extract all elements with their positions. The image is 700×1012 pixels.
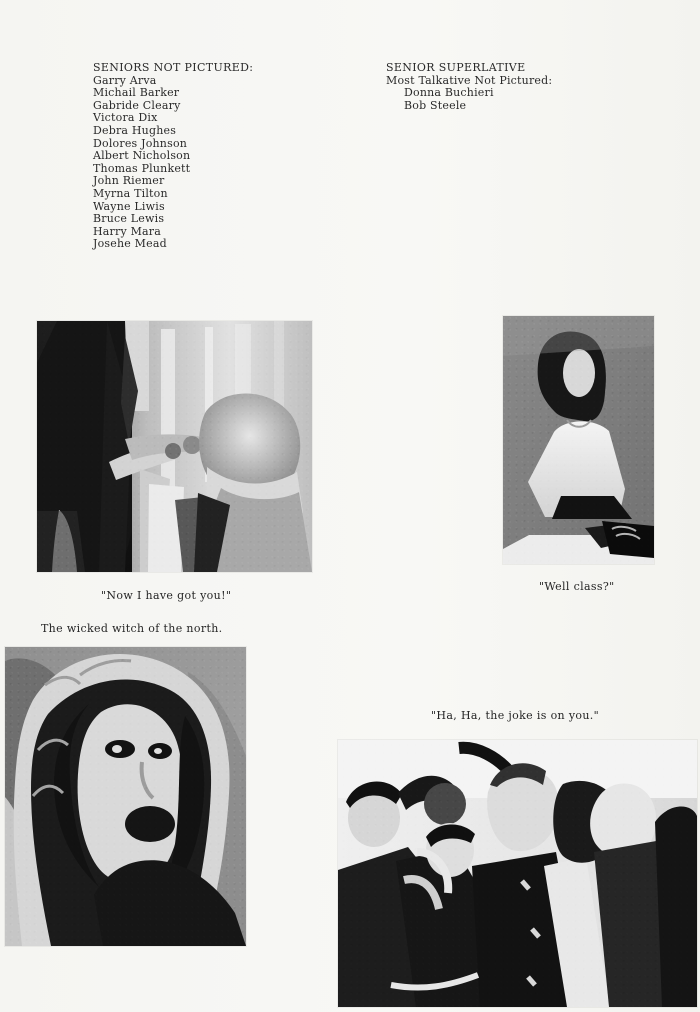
teacher-and-student-photo xyxy=(37,321,312,572)
senior-name: Harry Mara xyxy=(93,224,162,238)
photo-artwork xyxy=(338,740,697,1007)
senior-superlative-title: SENIOR SUPERLATIVE xyxy=(386,61,526,74)
senior-name: Albert Nicholson xyxy=(93,149,191,163)
senior-name: Bruce Lewis xyxy=(93,212,165,226)
senior-name: Garry Arva xyxy=(93,73,157,87)
photo-artwork xyxy=(503,316,654,564)
senior-name: Victora Dix xyxy=(93,111,158,125)
superlative-category: Most Talkative Not Pictured: xyxy=(386,73,553,87)
senior-name: Dolores Johnson xyxy=(93,136,188,150)
senior-name: Josehe Mead xyxy=(93,237,167,251)
senior-name: Michail Barker xyxy=(93,86,180,100)
group-laughing-photo xyxy=(338,740,697,1007)
photo-artwork xyxy=(37,321,312,572)
photo-caption-4: "Ha, Ha, the joke is on you." xyxy=(431,709,600,722)
seniors-not-pictured-title: SENIORS NOT PICTURED: xyxy=(93,61,254,74)
photo-artwork xyxy=(5,647,246,946)
superlative-name: Bob Steele xyxy=(404,98,467,112)
photo-caption-2: "Well class?" xyxy=(539,580,615,593)
senior-name: John Riemer xyxy=(93,174,165,188)
photo-caption-1: "Now I have got you!" xyxy=(101,589,232,602)
senior-name: Wayne Liwis xyxy=(93,199,165,213)
seniors-not-pictured-block xyxy=(93,62,253,251)
superlative-name: Donna Buchieri xyxy=(404,86,494,100)
well-class-photo xyxy=(503,316,654,564)
senior-name: Thomas Plunkett xyxy=(93,161,191,175)
senior-superlative-block xyxy=(386,62,552,112)
photo-caption-3: The wicked witch of the north. xyxy=(41,622,223,635)
senior-name: Myrna Tilton xyxy=(93,186,168,200)
wicked-witch-photo xyxy=(5,647,246,946)
senior-name: Gabride Cleary xyxy=(93,98,181,112)
senior-name: Debra Hughes xyxy=(93,123,177,137)
